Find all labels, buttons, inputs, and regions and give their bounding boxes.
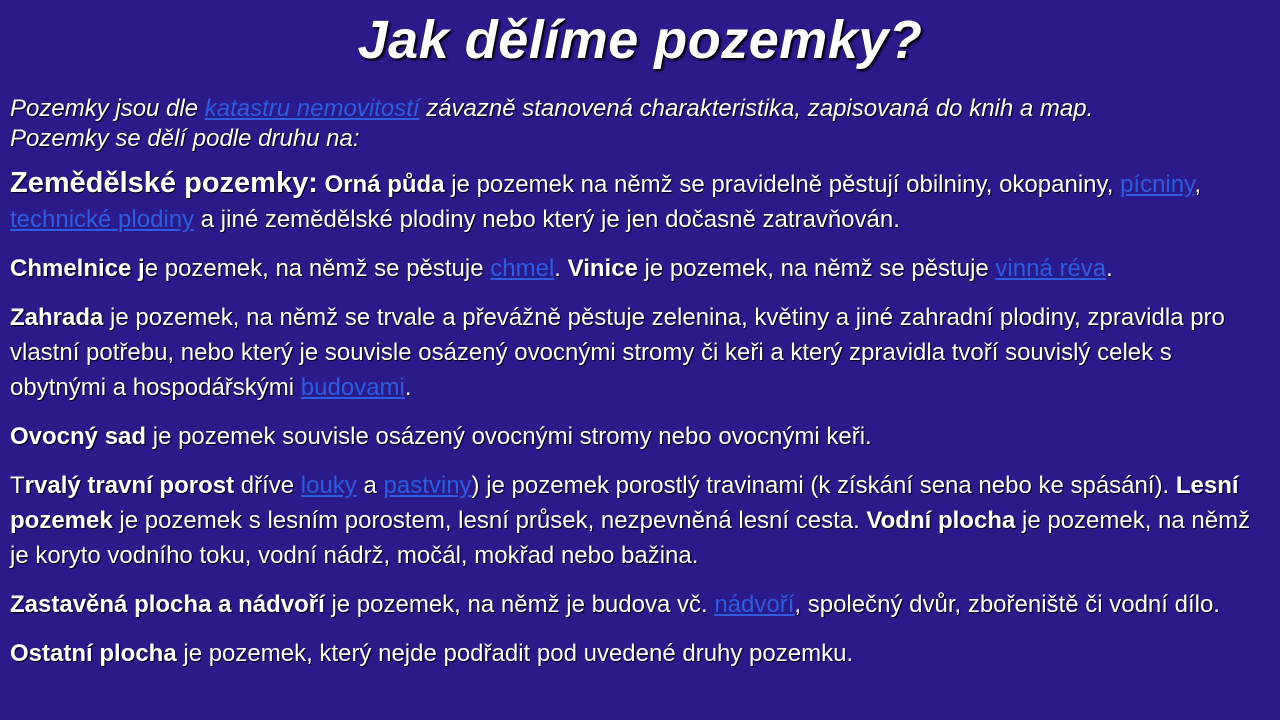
intro-text: Pozemky se dělí podle druhu na:: [10, 125, 360, 152]
paragraph-text: , společný dvůr, zbořeniště či vodní dílo.: [794, 591, 1220, 618]
paragraph-chmelnice-vinice: [10, 251, 1270, 286]
link-chmel[interactable]: chmel: [490, 255, 555, 282]
term-vodni-plocha: Vodní plocha: [866, 507, 1016, 534]
paragraph-zastavena-plocha: [10, 587, 1270, 622]
paragraph-text: a jiné zemědělské plodiny nebo který je jen dočasně zatravňován.: [194, 206, 900, 233]
paragraph-text: je pozemek na němž se pravidelně pěstují obilniny, okopaniny,: [444, 171, 1114, 198]
section-heading: Zemědělské pozemky:: [10, 167, 318, 199]
link-budovami[interactable]: budovami: [300, 374, 405, 401]
link-nadvori[interactable]: nádvoří: [714, 591, 795, 618]
paragraph-text: .: [554, 255, 568, 282]
term-vinice: Vinice: [567, 255, 638, 282]
paragraph-text: ,: [1194, 171, 1201, 198]
paragraph-travni-porost: [10, 468, 1270, 573]
link-vinna-reva[interactable]: vinná réva: [995, 255, 1107, 282]
paragraph-text: .: [404, 374, 412, 401]
paragraph-ovocny-sad: [10, 419, 1270, 454]
paragraph-text: je pozemek souvisle osázený ovocnými stromy nebo ovocnými keři.: [146, 423, 872, 450]
paragraph-text: dříve: [234, 472, 301, 499]
paragraph-ostatni-plocha: [10, 636, 1270, 671]
link-technicke-plodiny[interactable]: technické plodiny: [10, 206, 195, 233]
paragraph-zemedelske-pozemky: [10, 166, 1270, 237]
paragraph-text: je pozemek s lesním porostem, lesní průsek, nezpevněná lesní cesta.: [112, 507, 867, 534]
link-katastr-nemovitosti[interactable]: katastru nemovitostí: [204, 95, 420, 122]
link-pastviny[interactable]: pastviny: [383, 472, 472, 499]
term-chmelnice: Chmelnice j: [10, 255, 145, 282]
paragraph-text: ) je pozemek porostlý travinami (k získání sena nebo ke spásání).: [471, 472, 1176, 499]
intro-paragraph: [10, 94, 1270, 154]
paragraph-text: T: [10, 472, 25, 499]
paragraph-text: je pozemek, na němž je koryto vodního toku, vodní nádrž, močál, mokřad nebo bažina.: [10, 507, 1251, 569]
term-zahrada: Zahrada: [10, 304, 104, 331]
paragraph-text: je pozemek, na němž se pěstuje: [637, 255, 996, 282]
paragraph-text: a: [356, 472, 384, 499]
paragraph-text: .: [1106, 255, 1113, 282]
slide-title: Jak dělíme pozemky?: [357, 10, 923, 70]
link-picniny[interactable]: pícniny: [1120, 171, 1195, 198]
term-trvaly-travni-porost: rvalý travní porost: [24, 472, 235, 499]
intro-text: závazně stanovená charakteristika, zapisovaná do knih a map.: [419, 95, 1094, 122]
paragraph-text: je pozemek, na němž se trvale a převážně pěstuje zelenina, květiny a jiné zahradní plodiny, zpravidla pro vlastní potřebu, nebo který je souvisle osázený ovocnými stromy či keři a který zpravidla tvoří souvislý celek s obytnými a hospodářskými: [10, 304, 1225, 401]
term-lesni-pozemek: Lesní pozemek: [10, 472, 1239, 534]
link-louky[interactable]: louky: [300, 472, 357, 499]
term-zastavena-plocha: Zastavěná plocha a nádvoří: [10, 591, 325, 618]
paragraph-text: je pozemek, na němž je budova vč.: [324, 591, 715, 618]
paragraph-zahrada: [10, 300, 1270, 405]
intro-text: Pozemky jsou dle: [10, 95, 205, 122]
paragraph-text: je pozemek, který nejde podřadit pod uvedené druhy pozemku.: [176, 640, 854, 667]
term-ovocny-sad: Ovocný sad: [10, 423, 147, 450]
term-orna-puda: Orná půda: [324, 171, 445, 198]
term-ostatni-plocha: Ostatní plocha: [10, 640, 177, 667]
paragraph-text: e pozemek, na němž se pěstuje: [144, 255, 491, 282]
